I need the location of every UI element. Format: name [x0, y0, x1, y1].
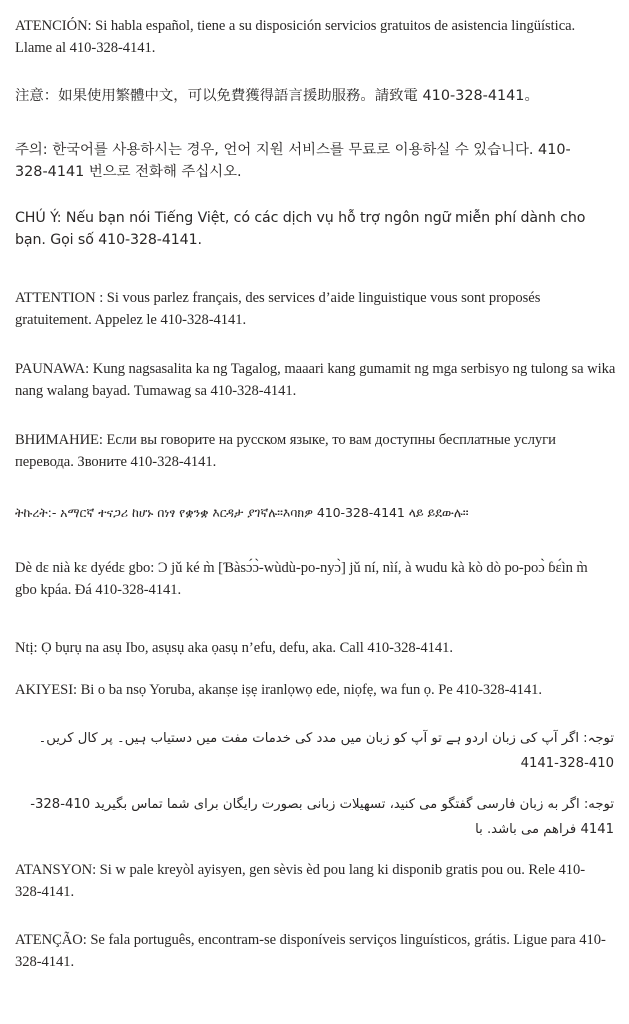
- notice-vietnamese: CHÚ Ý: Nếu bạn nói Tiếng Việt, có các dịch vụ hỗ trợ ngôn ngữ miễn phí dành cho bạn. Gọi số 410-328-4141.: [15, 210, 586, 248]
- notice-bassa: Dè dɛ nià kɛ dyédɛ gbo: Ɔ jǔ ké m̀ [Ɓàsɔ́ɔ̀-wùdù-po-nyɔ̀] jǔ ní, nìí, à wudu kà kò dò po-poɔ̀ ɓɛ́ìn m̀ gbo kpáa. Ɖá 410-328-4141.: [15, 560, 588, 598]
- notice-amharic: ትኩረት:- አማርኛ ተናጋሪ ከሆኑ በነፃ የቋንቋ እርዳታ ያገኛሉ።እባክዎ 410-328-4141 ላይ ይደውሉ።: [15, 505, 469, 520]
- notice-french: ATTENTION : Si vous parlez français, des services d’aide linguistique vous sont proposés gratuitement. Appelez le 410-328-4141.: [15, 290, 541, 328]
- notice-persian: توجه: اگر به زبان فارسی گفتگو می کنید، تسهیلات زبانی بصورت رایگان برای شما تماس بگیرید 410-328-4141 فراهم می باشد. با: [30, 797, 614, 837]
- notice-igbo: Ntị: Ọ bụrụ na asụ Ibo, asụsụ aka ọasụ n’efu, defu, aka. Call 410-328-4141.: [15, 640, 454, 656]
- notice-russian: ВНИМАНИЕ: Если вы говорите на русском языке, то вам доступны бесплатные услуги перевода. Звоните 410-328-4141.: [15, 432, 556, 470]
- notice-spanish: ATENCIÓN: Si habla español, tiene a su disposición servicios gratuitos de asistencia lingüística. Llame al 410-328-4141.: [15, 18, 576, 56]
- notice-yoruba: AKIYESI: Bi o ba nsọ Yoruba, akanṣe iṣẹ iranlọwọ ede, niọfẹ, wa fun ọ. Pe 410-328-4141.: [15, 682, 543, 698]
- notice-portuguese: ATENÇÃO: Se fala português, encontram-se disponíveis serviços linguísticos, grátis. Ligue para 410-328-4141.: [15, 932, 606, 970]
- notice-korean: 주의: 한국어를 사용하시는 경우, 언어 지원 서비스를 무료로 이용하실 수 있습니다. 410-328-4141 번으로 전화해 주십시오.: [15, 142, 571, 180]
- notice-haitian-creole: ATANSYON: Si w pale kreyòl ayisyen, gen sèvis èd pou lang ki disponib gratis pou ou. Rele 410-328-4141.: [15, 862, 586, 900]
- notice-urdu: توجہ: اگر آپ کی زبان اردو ہے تو آپ کو زبان میں مدد کی خدمات مفت میں دستیاب ہیں۔ پر کال کریں۔ 410-328-4141: [38, 731, 614, 771]
- notice-tagalog: PAUNAWA: Kung nagsasalita ka ng Tagalog, maaari kang gumamit ng mga serbisyo ng tulong sa wika nang walang bayad. Tumawag sa 410-328-4141.: [15, 361, 616, 399]
- notice-chinese-traditional: 注意：如果使用繁體中文，可以免費獲得語言援助服務。請致電 410-328-4141。: [15, 88, 539, 104]
